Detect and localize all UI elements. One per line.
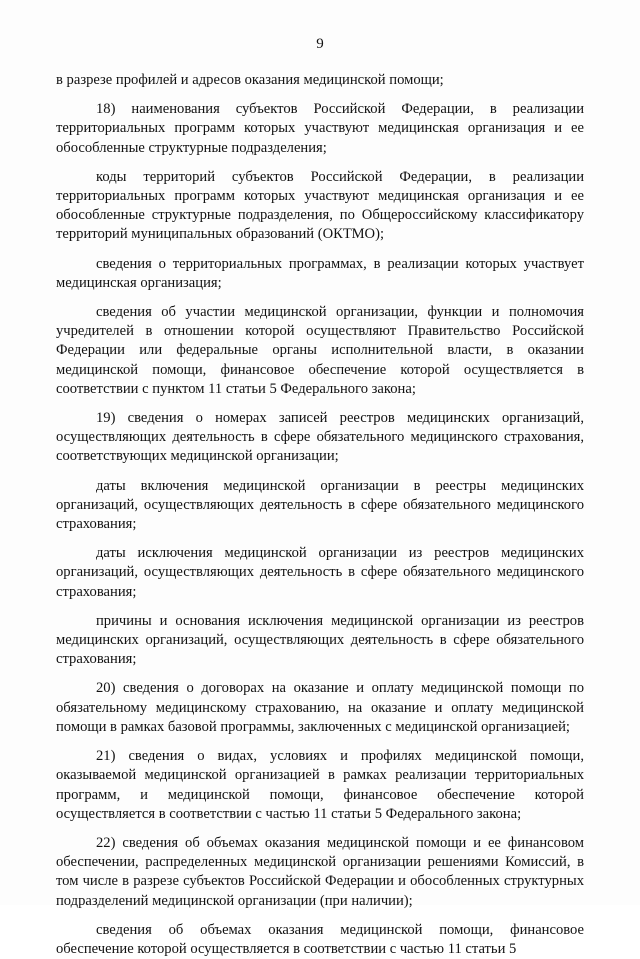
paragraph: коды территорий субъектов Российской Федерации, в реализации территориальных программ которых участвуют медицинская организация и ее обособленные структурные подразделения, по Общероссийскому классификатору территорий муниципальных образований (ОКТМО);	[56, 168, 584, 243]
document-body	[56, 71, 584, 959]
paragraph: сведения о территориальных программах, в реализации которых участвует медицинская организация;	[56, 255, 584, 291]
paragraph: 20) сведения о договорах на оказание и оплату медицинской помощи по обязательному медицинскому страхованию, на оказание и оплату медицинской помощи в рамках базовой программы, заключенных с медицинской организацией;	[56, 680, 584, 735]
paragraph: даты исключения медицинской организации из реестров медицинских организаций, осуществляющих деятельность в сфере обязательного медицинского страхования;	[56, 545, 584, 600]
paragraph: причины и основания исключения медицинской организации из реестров медицинских организаций, осуществляющих деятельность в сфере обязательного страхования;	[56, 612, 584, 668]
paragraph: сведения об участии медицинской организации, функции и полномочия учредителей в отношении которой осуществляют Правительство Российской Федерации или федеральные органы исполнительной власти, в оказании медицинской помощи, финансовое обеспечение которой осуществляется в соответствии с пунктом 11 статьи 5 Федерального закона;	[56, 304, 584, 397]
paragraph: сведения об объемах оказания медицинской помощи, финансовое обеспечение которой осуществляется в соответствии с частью 11 статьи 5	[56, 921, 584, 957]
paragraph: в разрезе профилей и адресов оказания медицинской помощи;	[56, 72, 444, 88]
page-number: 9	[316, 36, 324, 52]
paragraph: 22) сведения об объемах оказания медицинской помощи и ее финансовом обеспечении, распределенных медицинской организации решениями Комиссий, в том числе в разрезе субъектов Российской Федерации и обособленных структурных подразделений медицинской организации (при наличии);	[56, 834, 584, 909]
paragraph: 21) сведения о видах, условиях и профилях медицинской помощи, оказываемой медицинской организацией в рамках реализации территориальных программ, и медицинской помощи, финансовое обеспечение которой осуществляется в соответствии с частью 11 статьи 5 Федерального закона;	[56, 748, 584, 822]
paragraph: 19) сведения о номерах записей реестров медицинских организаций, осуществляющих деятельность в сфере обязательного медицинского страхования, соответствующих медицинской организации;	[56, 410, 584, 465]
paragraph: 18) наименования субъектов Российской Федерации, в реализации территориальных программ которых участвуют медицинская организация и ее обособленные структурные подразделения;	[56, 101, 584, 156]
paragraph: даты включения медицинской организации в реестры медицинских организаций, осуществляющих деятельность в сфере обязательного медицинского страхования;	[56, 477, 584, 533]
